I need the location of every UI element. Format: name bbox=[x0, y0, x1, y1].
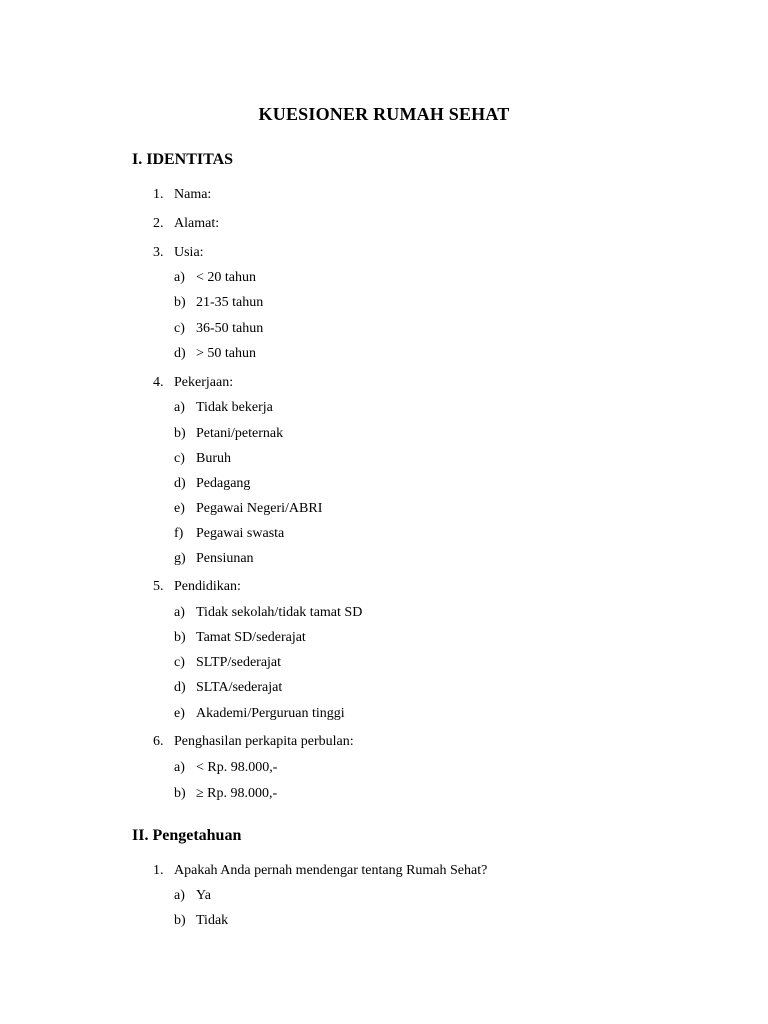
option-text: < Rp. 98.000,- bbox=[196, 760, 278, 775]
option-mark: e) bbox=[174, 501, 185, 516]
option-text: Pedagang bbox=[196, 476, 251, 491]
question-number: 2. bbox=[153, 216, 164, 231]
question-pendidikan bbox=[153, 579, 241, 595]
option-mark: b) bbox=[174, 913, 186, 928]
option-item bbox=[174, 605, 362, 621]
option-mark: e) bbox=[174, 706, 185, 721]
option-text: Buruh bbox=[196, 451, 231, 466]
question-penghasilan bbox=[153, 734, 354, 750]
option-item bbox=[174, 760, 277, 776]
question-number: 3. bbox=[153, 245, 164, 260]
option-item bbox=[174, 426, 283, 442]
option-text: 36-50 tahun bbox=[196, 321, 264, 336]
option-mark: a) bbox=[174, 760, 185, 775]
option-item bbox=[174, 346, 256, 362]
question-number: 5. bbox=[153, 579, 164, 594]
option-text: ≥ Rp. 98.000,- bbox=[196, 786, 278, 801]
option-mark: b) bbox=[174, 426, 186, 441]
question-text: Usia: bbox=[174, 245, 204, 260]
option-mark: c) bbox=[174, 321, 185, 336]
section-heading-pengetahuan: II. Pengetahuan bbox=[132, 827, 242, 844]
option-mark: f) bbox=[174, 526, 184, 541]
option-mark: c) bbox=[174, 451, 185, 466]
option-text: < 20 tahun bbox=[196, 270, 256, 285]
option-text: SLTA/sederajat bbox=[196, 680, 283, 695]
option-item bbox=[174, 655, 281, 671]
option-item bbox=[174, 451, 231, 467]
option-text: > 50 tahun bbox=[196, 346, 256, 361]
option-text: Tidak bekerja bbox=[196, 400, 273, 415]
option-text: Pensiunan bbox=[196, 551, 254, 566]
question-text: Apakah Anda pernah mendengar tentang Rumah Sehat? bbox=[174, 863, 488, 878]
section-heading-identitas: I. IDENTITAS bbox=[132, 151, 234, 168]
option-item bbox=[174, 295, 263, 311]
option-mark: a) bbox=[174, 605, 185, 620]
option-item bbox=[174, 526, 284, 542]
option-item bbox=[174, 321, 263, 337]
option-item bbox=[174, 630, 306, 646]
option-mark: b) bbox=[174, 295, 186, 310]
option-item bbox=[174, 270, 256, 286]
question-number: 1. bbox=[153, 863, 164, 878]
option-text: Pegawai Negeri/ABRI bbox=[196, 501, 323, 516]
option-item bbox=[174, 786, 277, 802]
option-text: 21-35 tahun bbox=[196, 295, 264, 310]
option-item bbox=[174, 888, 211, 904]
option-mark: d) bbox=[174, 346, 186, 361]
question-usia bbox=[153, 245, 204, 261]
option-item bbox=[174, 551, 254, 567]
option-text: Tamat SD/sederajat bbox=[196, 630, 306, 645]
option-mark: c) bbox=[174, 655, 185, 670]
option-text: Tidak bbox=[196, 913, 229, 928]
option-item bbox=[174, 913, 228, 929]
option-item bbox=[174, 706, 345, 722]
option-item bbox=[174, 400, 273, 416]
question-rumah-sehat bbox=[153, 863, 487, 879]
question-alamat bbox=[153, 216, 219, 232]
option-mark: d) bbox=[174, 476, 186, 491]
document-title: KUESIONER RUMAH SEHAT bbox=[258, 104, 510, 124]
option-text: Ya bbox=[196, 888, 211, 903]
option-mark: g) bbox=[174, 551, 186, 566]
option-item bbox=[174, 501, 322, 517]
option-mark: d) bbox=[174, 680, 186, 695]
option-text: Pegawai swasta bbox=[196, 526, 285, 541]
question-text: Alamat: bbox=[174, 216, 220, 231]
option-mark: b) bbox=[174, 786, 186, 801]
question-text: Nama: bbox=[174, 187, 212, 202]
question-number: 4. bbox=[153, 375, 164, 390]
option-text: SLTP/sederajat bbox=[196, 655, 282, 670]
question-text: Penghasilan perkapita perbulan: bbox=[174, 734, 354, 749]
option-text: Akademi/Perguruan tinggi bbox=[196, 706, 345, 721]
option-mark: a) bbox=[174, 888, 185, 903]
option-item bbox=[174, 680, 282, 696]
question-pekerjaan bbox=[153, 375, 233, 391]
option-mark: a) bbox=[174, 400, 185, 415]
question-text: Pekerjaan: bbox=[174, 375, 234, 390]
option-mark: b) bbox=[174, 630, 186, 645]
question-number: 1. bbox=[153, 187, 164, 202]
question-nama bbox=[153, 187, 211, 203]
question-number: 6. bbox=[153, 734, 164, 749]
option-item bbox=[174, 476, 250, 492]
option-text: Petani/peternak bbox=[196, 426, 284, 441]
option-text: Tidak sekolah/tidak tamat SD bbox=[196, 605, 363, 620]
question-text: Pendidikan: bbox=[174, 579, 241, 594]
option-mark: a) bbox=[174, 270, 185, 285]
